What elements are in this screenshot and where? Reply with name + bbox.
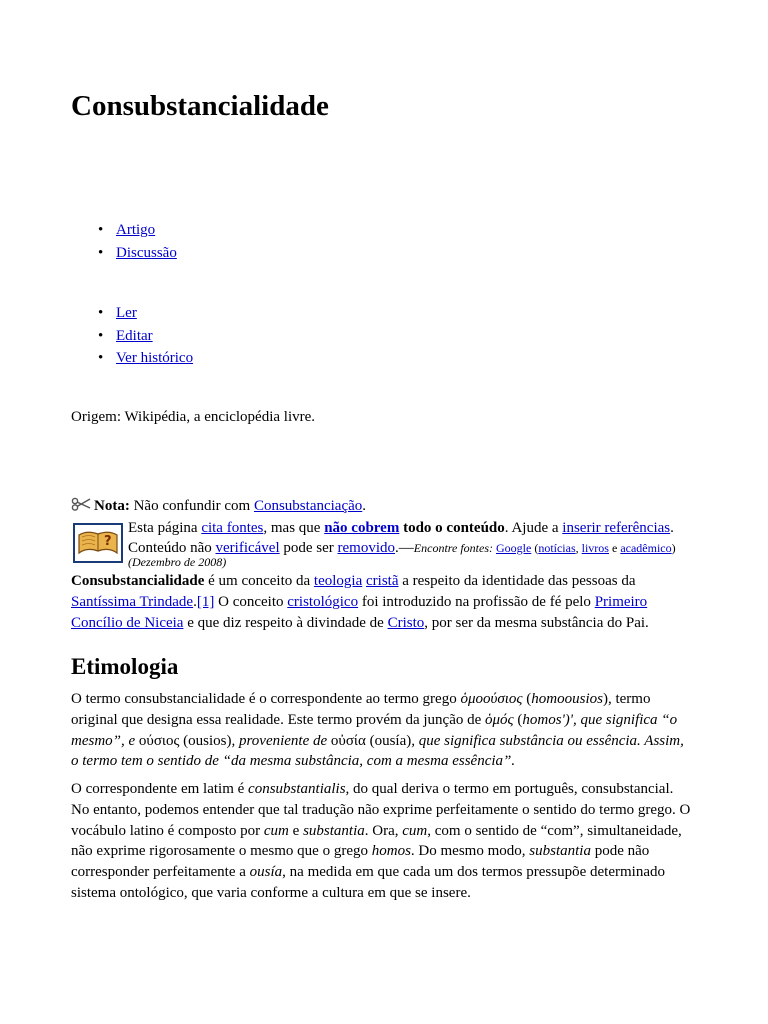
link-teologia[interactable]: teologia — [313, 573, 363, 589]
ety2-italic-2: cum — [263, 822, 289, 839]
tab-ler-link[interactable]: Ler — [116, 305, 137, 321]
link-crista[interactable]: cristã — [366, 573, 399, 589]
ety2-text-f: , com o sentido de “com”, simultaneidade, — [427, 822, 682, 839]
link-ref-1[interactable]: [1] — [196, 593, 215, 610]
ety1-text-g: (ousía) — [369, 732, 412, 749]
ety2-text-i: pode não — [594, 843, 650, 860]
find-and: e — [611, 541, 618, 555]
notice-text-c: . Ajude a — [504, 520, 559, 536]
ety2-line-1 — [71, 779, 696, 800]
tab-discussao[interactable] — [98, 242, 177, 265]
note-link-consubstanciacao[interactable]: Consubstanciação — [253, 498, 363, 514]
ety2-line-3 — [71, 821, 696, 842]
ety1-italic-5: o termo tem o sentido de “da mesma substância, com a mesma essência”. — [71, 753, 516, 770]
notice-text-e: Conteúdo não — [128, 540, 212, 556]
notice-date: (Dezembro de 2008) — [128, 555, 227, 569]
ety1-line-4 — [71, 751, 696, 772]
notice-bold: todo o conteúdo — [403, 520, 505, 536]
intro-text-f: e que diz respeito à divindade de — [187, 614, 384, 631]
book-question-icon — [73, 523, 123, 563]
ety2-text-e: . Ora, — [364, 822, 399, 839]
ety1-greek-2: ὁμός — [485, 711, 514, 728]
ety2-text-b: , do qual deriva o termo em português, consubstancial. — [345, 781, 674, 797]
intro-line-3 — [71, 613, 696, 634]
site-subtitle: Origem: Wikipédia, a enciclopédia livre. — [71, 409, 316, 425]
ety1-greek-3: ούσιος — [138, 732, 180, 749]
link-removido[interactable]: removido — [337, 540, 396, 556]
note-label: Nota: — [94, 498, 130, 514]
link-santissima-trindade[interactable]: Santíssima Trindade — [71, 593, 194, 610]
link-cita-fontes[interactable]: cita fontes — [201, 520, 264, 536]
ety2-italic-6: substantia — [529, 843, 591, 860]
intro-text-e: foi introduzido na profissão de fé pelo — [361, 593, 591, 610]
link-concilio-de-niceia[interactable]: Concílio de Niceia — [71, 614, 184, 631]
tab-ler[interactable] — [98, 302, 193, 325]
namespace-tabs — [98, 219, 177, 264]
page-title: Consubstancialidade — [71, 90, 329, 122]
find-open: ( — [534, 541, 539, 555]
link-noticias[interactable]: notícias — [538, 541, 576, 555]
link-inserir-referencias[interactable]: inserir referências — [562, 520, 671, 536]
link-nao-cobrem[interactable]: não cobrem — [324, 520, 400, 536]
link-primeiro[interactable]: Primeiro — [594, 593, 648, 610]
ety2-text-g: não exprime rigorosamente o mesmo que o grego — [71, 843, 368, 860]
ety1-greek-1: ὁμοούσιος — [460, 691, 523, 707]
scissors-icon — [71, 497, 91, 511]
ety1-latin: homoousios — [531, 691, 603, 707]
tab-discussao-link[interactable]: Discussão — [116, 244, 177, 261]
ety2-text-j: corresponder perfeitamente a — [71, 864, 246, 881]
notice-text-b: , mas que — [263, 520, 321, 536]
ety2-line-2: No entanto, podemos entender que tal tradução não exprime perfeitamente o sentido do termo grego. O — [71, 801, 691, 818]
references-notice — [71, 518, 696, 570]
find-sep: , — [575, 541, 579, 555]
disambiguation-note — [71, 496, 366, 517]
ety1-italic-4: , que significa substância ou essência. Assim, — [411, 732, 684, 749]
link-verificavel[interactable]: verificável — [215, 540, 280, 556]
ety2-italic-4: cum — [402, 822, 428, 839]
ety1-text-b: ( — [526, 691, 532, 707]
notice-line-1 — [128, 518, 698, 539]
ety2-italic-7: ousía — [249, 864, 283, 881]
intro-text-b: a respeito da identidade das pessoas da — [402, 573, 636, 589]
ety1-text-c: ), termo — [602, 691, 651, 707]
notice-text-f: pode ser — [283, 540, 334, 556]
intro-text-d: O conceito — [218, 593, 284, 610]
svg-text:?: ? — [104, 534, 112, 549]
note-end: . — [362, 498, 367, 514]
intro-term: Consubstancialidade — [71, 573, 205, 589]
find-close: ) — [671, 541, 676, 555]
ety1-greek-4: οὐσία — [330, 732, 366, 749]
tab-editar[interactable] — [98, 325, 193, 348]
notice-text-g: .— — [395, 540, 414, 556]
ety2-text-d: e — [292, 822, 300, 839]
view-tabs — [98, 302, 193, 370]
note-text: Não confundir com — [133, 498, 251, 514]
ety2-italic-1: consubstantialis — [248, 781, 346, 797]
link-cristologico[interactable]: cristológico — [287, 593, 359, 610]
tab-artigo-link[interactable]: Artigo — [116, 222, 156, 238]
section-heading-etimologia: Etimologia — [71, 654, 179, 679]
ety2-italic-5: homos — [371, 843, 411, 860]
ety1-line-2 — [71, 710, 696, 731]
notice-text-d: . — [670, 520, 674, 536]
ety1-text-f: (ousios) — [183, 732, 232, 749]
link-cristo[interactable]: Cristo — [387, 614, 425, 631]
intro-line-1 — [71, 571, 696, 592]
notice-text-a: Esta página — [128, 520, 198, 536]
ety2-text-c: vocábulo latino é composto por — [71, 822, 261, 839]
tab-ver-historico-link[interactable]: Ver histórico — [116, 350, 194, 366]
ety1-text-e: ( — [517, 711, 523, 728]
ety1-italic-1: homos')', que significa “o — [522, 711, 678, 728]
ety1-line-3 — [71, 731, 696, 752]
ety2-text-k: , na medida em que cada um dos termos pressupõe determinado — [282, 864, 665, 881]
ety2-text-h: . Do mesmo modo, — [410, 843, 526, 860]
tab-editar-link[interactable]: Editar — [116, 327, 153, 344]
link-academico[interactable]: acadêmico — [620, 541, 672, 555]
link-google[interactable]: Google — [495, 541, 532, 555]
ety2-line-5 — [71, 862, 696, 883]
ety1-text-d: original que designa essa realidade. Este termo provém da junção de — [71, 711, 482, 728]
ety2-line-4 — [71, 841, 696, 862]
ety1-line-1 — [71, 689, 696, 710]
intro-line-2 — [71, 592, 696, 613]
intro-paragraph — [71, 571, 696, 633]
tab-ver-historico[interactable] — [98, 347, 193, 370]
tab-artigo[interactable] — [98, 219, 177, 242]
intro-text-c: . — [193, 593, 197, 610]
ety2-line-6: sistema ontológico, que varia conforme a cultura em que se insere. — [71, 884, 471, 901]
ety1-text-a: O termo consubstancialidade é o correspondente ao termo grego — [71, 691, 457, 707]
ety2-italic-3: substantia — [303, 822, 365, 839]
ety1-italic-3: , proveniente de — [231, 732, 328, 749]
link-livros[interactable]: livros — [581, 541, 609, 555]
etymology-paragraph-2 — [71, 779, 696, 904]
find-label: Encontre fontes: — [413, 541, 493, 555]
intro-text-g: , por ser da mesma substância do Pai. — [424, 614, 649, 631]
ety2-text-a: O correspondente em latim é — [71, 781, 245, 797]
find-sources — [414, 541, 676, 555]
intro-text-a: é um conceito da — [208, 573, 311, 589]
ety1-italic-2: mesmo”, e — [71, 732, 136, 749]
etymology-paragraph-1 — [71, 689, 696, 772]
